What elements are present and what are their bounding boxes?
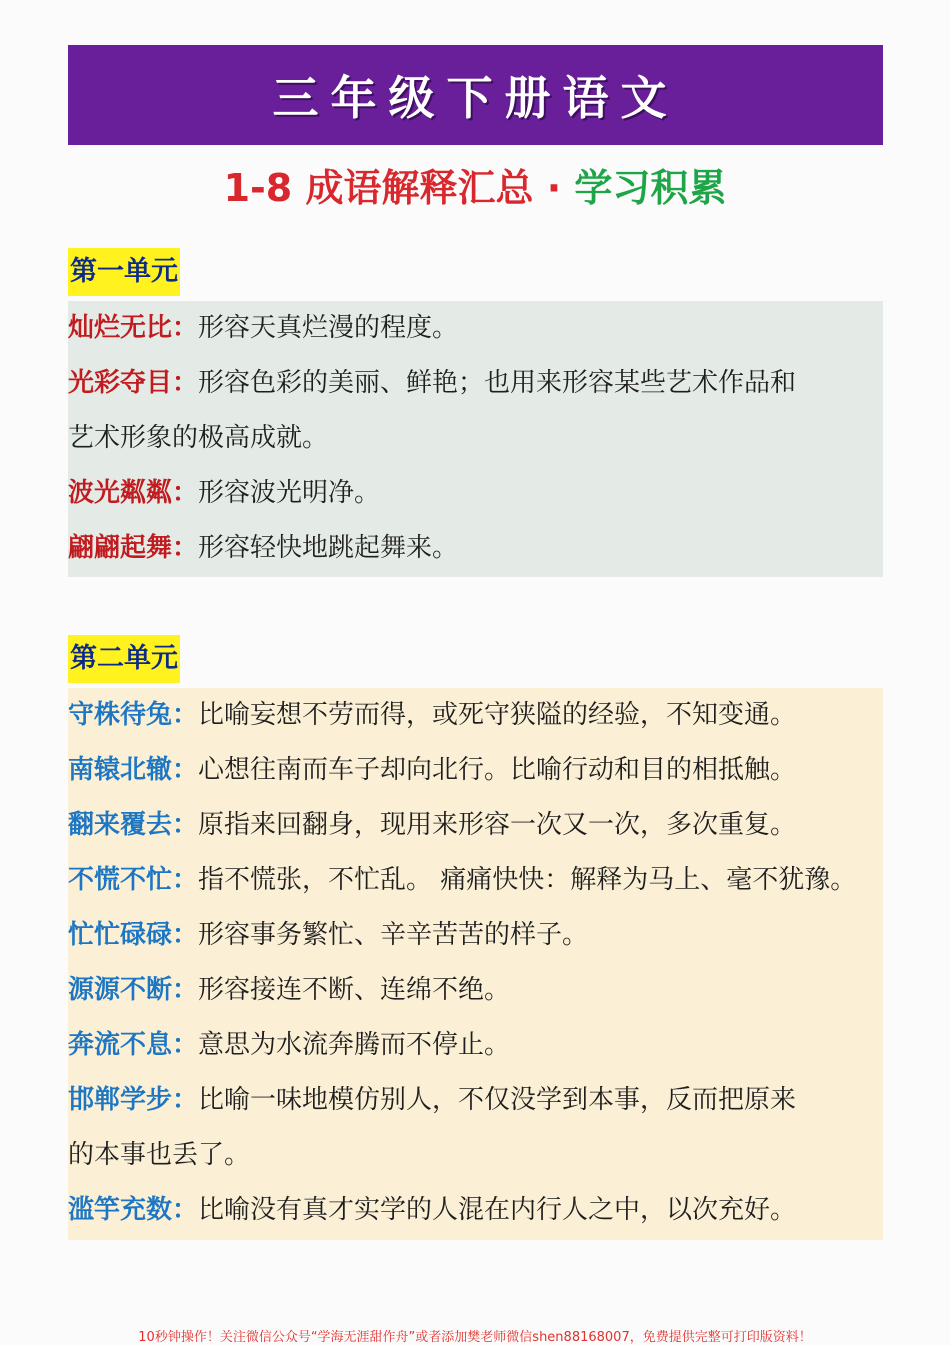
idiom-entry [68, 521, 458, 576]
idiom-term: 灿烂无比： [68, 313, 199, 343]
idiom-term: 不慌不忙： [68, 865, 199, 895]
title-banner [68, 45, 883, 145]
idiom-term: 守株待兔： [68, 700, 199, 730]
idiom-term: 波光粼粼： [68, 478, 199, 508]
idiom-entry [68, 1073, 796, 1128]
idiom-definition-continued: 的本事也丢了。 [68, 1140, 251, 1170]
idiom-definition: 意思为水流奔腾而不停止。 [198, 1030, 511, 1060]
idiom-definition: 原指来回翻身，现用来形容一次又一次，多次重复。 [198, 810, 797, 840]
idiom-definition: 形容天真烂漫的程度。 [198, 313, 459, 343]
idiom-definition-continued: 艺术形象的极高成就。 [68, 423, 329, 453]
idiom-definition: 形容事务繁忙、辛辛苦苦的样子。 [198, 920, 589, 950]
idiom-definition: 比喻没有真才实学的人混在内行人之中，以次充好。 [198, 1195, 797, 1225]
unit2-label: 第二单元 [68, 635, 180, 683]
idiom-entry [68, 466, 380, 521]
idiom-term: 光彩夺目： [68, 368, 199, 398]
idiom-entry [68, 356, 796, 411]
idiom-definition: 形容轻快地跳起舞来。 [198, 533, 459, 563]
footer-note: 10秒钟操作！关注微信公众号“学海无涯甜作舟”或者添加樊老师微信shen88168007，免费提供完整可打印版资料！ [138, 1330, 812, 1345]
idiom-term: 邯郸学步： [68, 1085, 199, 1115]
idiom-entry [68, 798, 796, 853]
idiom-definition: 比喻妄想不劳而得，或死守狭隘的经验，不知变通。 [198, 700, 797, 730]
idiom-term: 奔流不息： [68, 1030, 199, 1060]
subtitle [0, 157, 950, 212]
idiom-term: 翩翩起舞： [68, 533, 199, 563]
idiom-term: 源源不断： [68, 975, 199, 1005]
idiom-definition: 形容色彩的美丽、鲜艳；也用来形容某些艺术作品和 [198, 368, 797, 398]
idiom-term: 滥竽充数： [68, 1195, 199, 1225]
idiom-definition: 形容波光明净。 [198, 478, 381, 508]
idiom-definition: 指不慌张，不忙乱。 痛痛快快：解释为马上、毫不犹豫。 [198, 865, 857, 895]
idiom-entry [68, 908, 588, 963]
idiom-term: 南辕北辙： [68, 755, 199, 785]
subtitle-accent: 学习积累 [574, 166, 727, 210]
idiom-entry [68, 743, 796, 798]
idiom-definition: 比喻一味地模仿别人，不仅没学到本事，反而把原来 [198, 1085, 797, 1115]
idiom-definition: 心想往南而车子却向北行。比喻行动和目的相抵触。 [198, 755, 797, 785]
idiom-entry [68, 1183, 796, 1238]
idiom-term: 忙忙碌碌： [68, 920, 199, 950]
idiom-entry [68, 1018, 510, 1073]
page-title: 三年级下册语文 [272, 71, 679, 125]
subtitle-main: 1-8 成语解释汇总 · [223, 166, 575, 210]
unit1-label: 第一单元 [68, 248, 180, 296]
idiom-entry [68, 963, 510, 1018]
idiom-entry [68, 853, 856, 908]
idiom-entry [68, 301, 458, 356]
idiom-term: 翻来覆去： [68, 810, 199, 840]
idiom-entry [68, 688, 796, 743]
idiom-definition: 形容接连不断、连绵不绝。 [198, 975, 511, 1005]
